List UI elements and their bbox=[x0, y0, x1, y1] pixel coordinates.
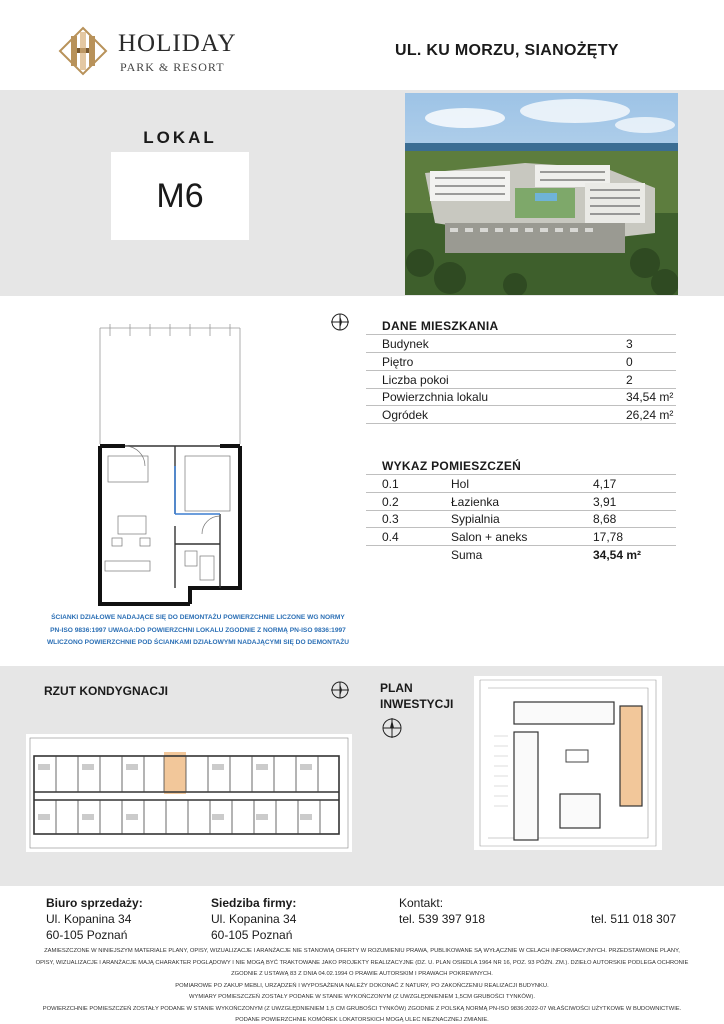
room-name: Salon + aneks bbox=[451, 530, 528, 544]
room-name: Hol bbox=[451, 477, 470, 491]
plan-title-line: INWESTYCJI bbox=[380, 697, 454, 711]
disclaimer-line: ZGODNIE Z USTAWĄ 83 Z DNIA 04.02.1994 O PRAWIE AUTORSKIM I PRAWACH POKREWNYCH. bbox=[231, 971, 493, 977]
room-area: 3,91 bbox=[593, 495, 617, 509]
unit-floor-plan bbox=[90, 316, 250, 612]
plan-title-line: PLAN bbox=[380, 681, 413, 695]
siedziba-contact bbox=[211, 895, 296, 943]
dane-title: DANE MIESZKANIA bbox=[382, 319, 499, 333]
floor-layout-plan bbox=[26, 734, 352, 852]
dane-value: 3 bbox=[626, 337, 633, 351]
disclaimer-line: PODANE POWIERZCHNIE KOMÓREK LOKATORSKICH MOGĄ ULEC NIEZNACZNEJ ZMIANIE. bbox=[235, 1017, 489, 1023]
room-area: 4,17 bbox=[593, 477, 617, 491]
disclaimer-line: POWIERZCHNIE POMIESZCZEŃ ZOSTAŁY PODANE W STANIE WYKOŃCZONYM (Z UWZGLĘDNIENIEM 1,5 CM GRUBOŚCI TYNKÓW) ZGODNIE Z POLSKĄ NORMĄ PN-ISO 9836:2022-07 WŁAŚCIWOŚCI UŻYTKOWE W BUDOWNICTWIE. bbox=[42, 1005, 682, 1012]
biuro-line1: Ul. Kopanina 34 bbox=[46, 912, 132, 926]
building-render bbox=[405, 93, 678, 295]
dane-label: Powierzchnia lokalu bbox=[382, 390, 489, 404]
phone-2[interactable]: tel. 511 018 307 bbox=[591, 912, 677, 926]
wykaz-title: WYKAZ POMIESZCZEŃ bbox=[382, 459, 522, 473]
rzut-title: RZUT KONDYGNACJI bbox=[44, 684, 169, 698]
biuro-line2: 60-105 Poznań bbox=[46, 928, 128, 942]
plan-title bbox=[380, 680, 460, 712]
room-name: Łazienka bbox=[451, 495, 500, 509]
siedziba-line1: Ul. Kopanina 34 bbox=[211, 912, 297, 926]
note-line: PN-ISO 9836:1997 UWAGA:DO POWIERZCHNI LOKALU ZGODNIE Z NORMĄ PN-ISO 9836:1997 bbox=[50, 626, 346, 634]
disclaimer-line: ZAMIESZCZONE W NINIEJSZYM MATERIALE PLANY, OPISY, WIZUALIZACJE I ARANŻACJE NIE STANOWIĄ OFERTY W ROZUMIENIU PRAWA, PUBLIKOWANE SĄ WYŁĄCZNIE W CELACH INFORMACYJNYCH. PRZEDSTAWIONE PLANY, bbox=[44, 948, 680, 954]
dane-label: Budynek bbox=[382, 337, 429, 351]
dane-value: 0 bbox=[626, 355, 633, 369]
room-no: 0.2 bbox=[382, 495, 399, 509]
disclaimer-line: WYMIARY POMIESZCZEŃ ZOSTAŁY PODANE W STANIE WYKOŃCZONYM (Z UWZGLĘDNIENIEM 1,5CM GRUBOŚCI TYNKÓW). bbox=[189, 994, 535, 1000]
sum-label: Suma bbox=[451, 548, 483, 562]
disclaimer-line: POMIAROWE PO ZAKUP MEBLI, URZĄDZEŃ I WYPOSAŻENIA NALEŻY DOKONAĆ Z NATURY, PO ZAKOŃCZENIU REALIZACJI BUDYNKU. bbox=[175, 982, 549, 989]
logo-h-icon bbox=[58, 26, 108, 76]
kontakt-title: Kontakt: bbox=[399, 896, 444, 910]
room-area: 17,78 bbox=[593, 530, 624, 544]
dane-value: 34,54 m² bbox=[626, 390, 674, 404]
disclaimer-line: OPISY, WIZUALIZACJE I ARANŻACJE MAJĄ CHARAKTER POGLĄDOWY I NIE MOGĄ BYĆ TRAKTOWANE JAKO PROJEKTY REALIZACYJNE (DZ. U. PLAN OSIEDLA 1964 NR 16, POZ. 93 PÓŹN. ZM.). DZIEŁO AUTORSKIE PODLEGA OCHRONIE bbox=[35, 959, 689, 966]
siedziba-title: Siedziba firmy: bbox=[211, 896, 297, 910]
room-no: 0.1 bbox=[382, 477, 399, 491]
compass-icon bbox=[380, 716, 404, 740]
demolition-note bbox=[28, 612, 368, 650]
brand-subtitle: PARK & RESORT bbox=[120, 60, 225, 74]
sum-value: 34,54 m² bbox=[593, 548, 642, 562]
investment-site-plan bbox=[474, 676, 662, 850]
brand-logo bbox=[58, 24, 258, 80]
dane-value: 2 bbox=[626, 373, 633, 387]
legal-disclaimer bbox=[28, 946, 696, 1024]
room-no: 0.3 bbox=[382, 512, 399, 526]
compass-icon bbox=[329, 679, 351, 701]
biuro-title: Biuro sprzedaży: bbox=[46, 896, 143, 910]
compass-icon bbox=[329, 311, 351, 333]
dane-label: Liczba pokoi bbox=[382, 373, 449, 387]
note-line: ŚCIANKI DZIAŁOWE NADAJĄCE SIĘ DO DEMONTAŻU POWIERZCHNIE LICZONE WG NORMY bbox=[51, 614, 345, 621]
dane-value: 26,24 m² bbox=[626, 408, 674, 422]
biuro-contact bbox=[46, 895, 143, 943]
address: UL. KU MORZU, SIANOŻĘTY bbox=[395, 42, 619, 59]
brand-name: HOLIDAY bbox=[118, 30, 237, 57]
siedziba-line2: 60-105 Poznań bbox=[211, 928, 293, 942]
note-line: WLICZONO POWIERZCHNIE POD ŚCIANKAMI DZIAŁOWYMI NADAJĄCYMI SIĘ DO DEMONTAŻU bbox=[46, 639, 350, 646]
phone-1[interactable]: tel. 539 397 918 bbox=[399, 912, 486, 926]
dane-label: Ogródek bbox=[382, 408, 429, 422]
dane-label: Piętro bbox=[382, 355, 414, 369]
lokal-label: LOKAL bbox=[143, 128, 217, 147]
room-no: 0.4 bbox=[382, 530, 399, 544]
lokal-code: M6 bbox=[111, 152, 249, 240]
room-area: 8,68 bbox=[593, 512, 617, 526]
room-name: Sypialnia bbox=[451, 512, 500, 526]
